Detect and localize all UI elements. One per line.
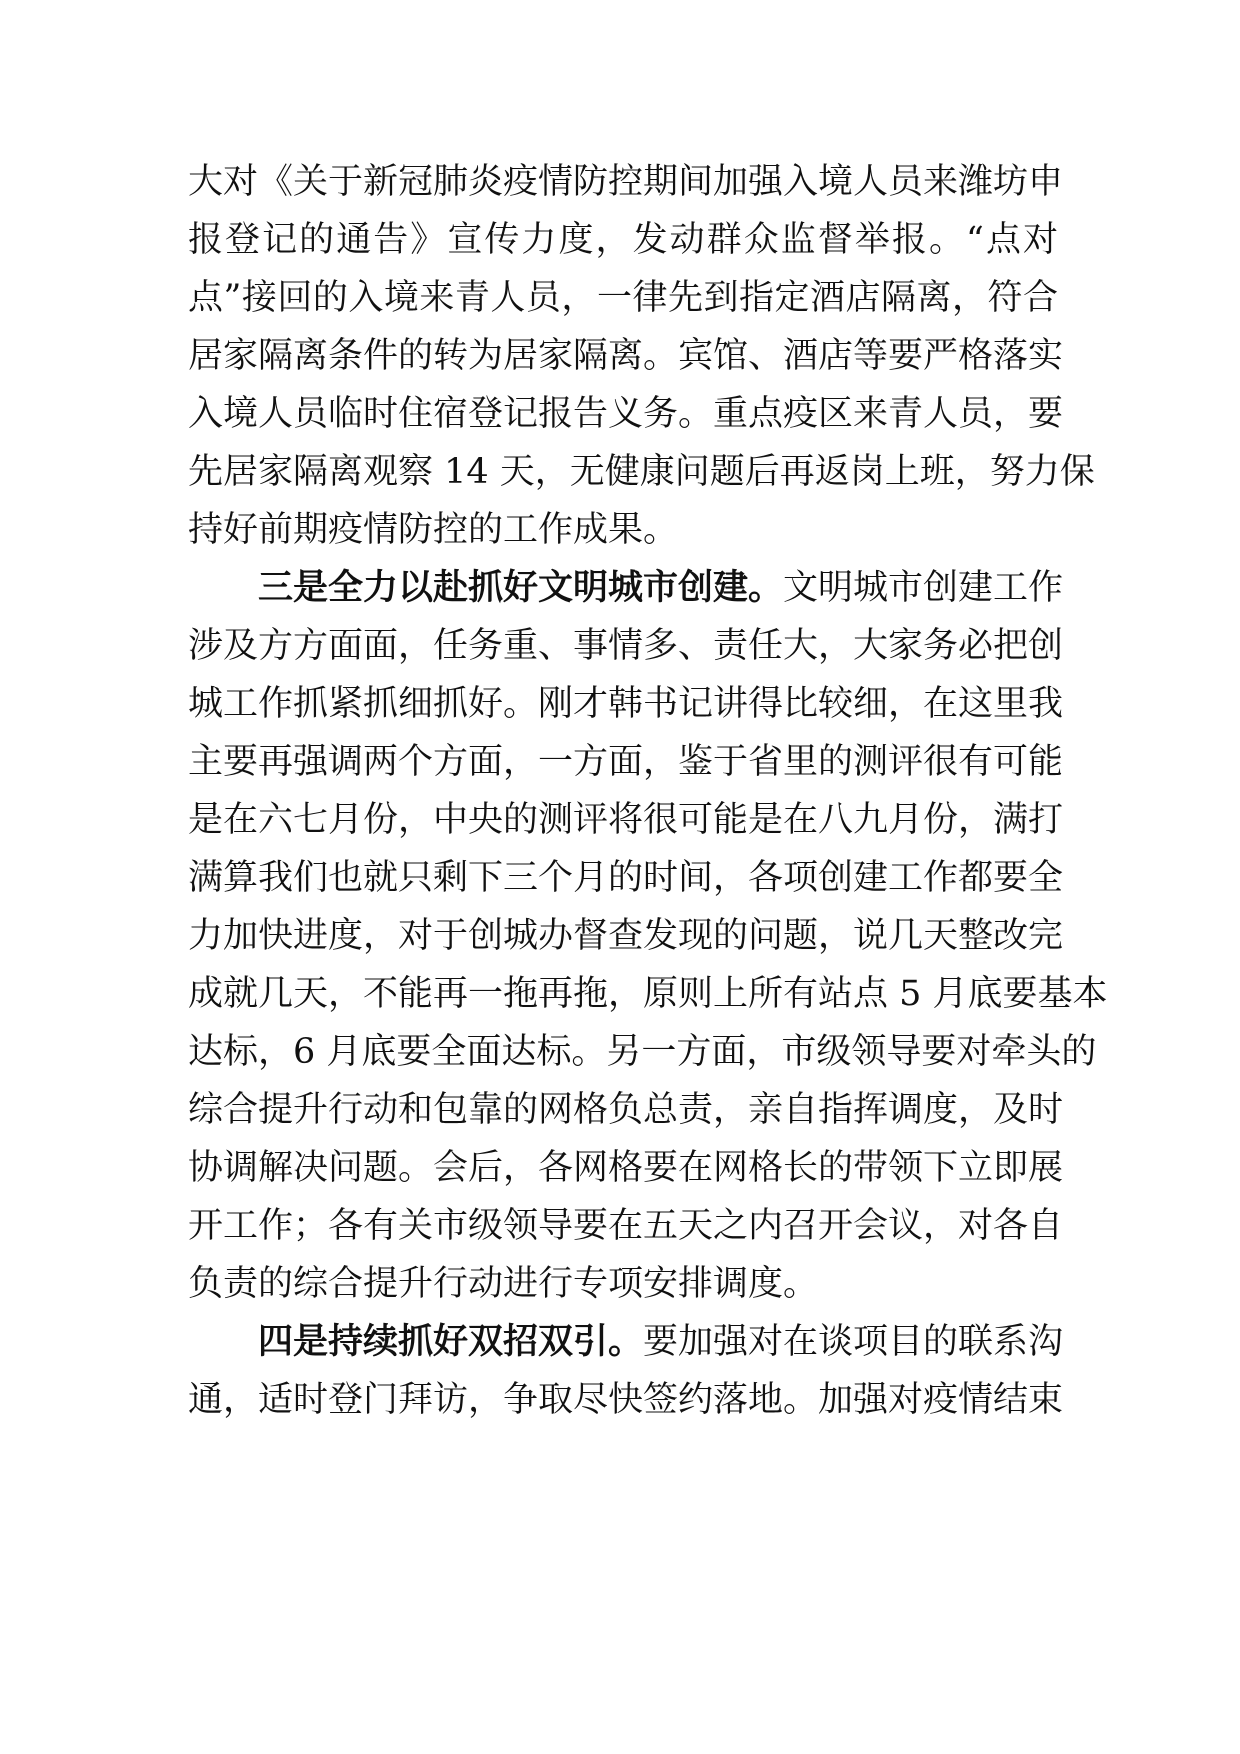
- text-line: 是在六七月份，中央的测评将很可能是在八九月份，满打: [188, 800, 1064, 840]
- text-line: 负责的综合提升行动进行专项安排调度。: [188, 1264, 819, 1304]
- paragraph-first-line: [188, 1310, 1064, 1374]
- text-line: 协调解决问题。会后，各网格要在网格长的带领下立即展: [188, 1148, 1064, 1188]
- text-line: 满算我们也就只剩下三个月的时间，各项创建工作都要全: [188, 858, 1064, 898]
- paragraph-heading: 三是全力以赴抓好文明城市创建。: [258, 567, 784, 608]
- text-line: 涉及方方面面，任务重、事情多、责任大，大家务必把创: [188, 626, 1064, 666]
- text-line: 大对《关于新冠肺炎疫情防控期间加强入境人员来潍坊申: [188, 162, 1064, 202]
- text-line: 力加快进度，对于创城办督查发现的问题，说几天整改完: [188, 916, 1064, 956]
- text-line: 报登记的通告》宣传力度，发动群众监督举报。“点对: [188, 220, 1058, 260]
- text-line: 先居家隔离观察 14 天，无健康问题后再返岗上班，努力保: [188, 452, 1095, 492]
- text-line: 城工作抓紧抓细抓好。刚才韩书记讲得比较细，在这里我: [188, 684, 1064, 724]
- text-segment: 文明城市创建工作: [783, 568, 1064, 608]
- text-line: 综合提升行动和包靠的网格负总责，亲自指挥调度，及时: [188, 1090, 1064, 1130]
- text-line: 持好前期疫情防控的工作成果。: [188, 510, 679, 550]
- text-line: 成就几天，不能再一拖再拖，原则上所有站点 5 月底要基本: [188, 974, 1108, 1014]
- text-line: 入境人员临时住宿登记报告义务。重点疫区来青人员，要: [188, 394, 1064, 434]
- text-line: 居家隔离条件的转为居家隔离。宾馆、酒店等要严格落实: [188, 336, 1064, 376]
- text-line: 主要再强调两个方面，一方面，鉴于省里的测评很有可能: [188, 742, 1064, 782]
- text-line: 开工作；各有关市级领导要在五天之内召开会议，对各自: [188, 1206, 1064, 1246]
- paragraph-heading: 四是持续抓好双招双引。: [258, 1321, 644, 1362]
- text-line: 点”接回的入境来青人员，一律先到指定酒店隔离，符合: [188, 278, 1058, 318]
- text-line: 通，适时登门拜访，争取尽快签约落地。加强对疫情结束: [188, 1380, 1064, 1420]
- paragraph-first-line: [188, 556, 1064, 620]
- text-segment: 要加强对在谈项目的联系沟: [643, 1322, 1064, 1362]
- text-line: 达标，6 月底要全面达标。另一方面，市级领导要对牵头的: [188, 1032, 1097, 1072]
